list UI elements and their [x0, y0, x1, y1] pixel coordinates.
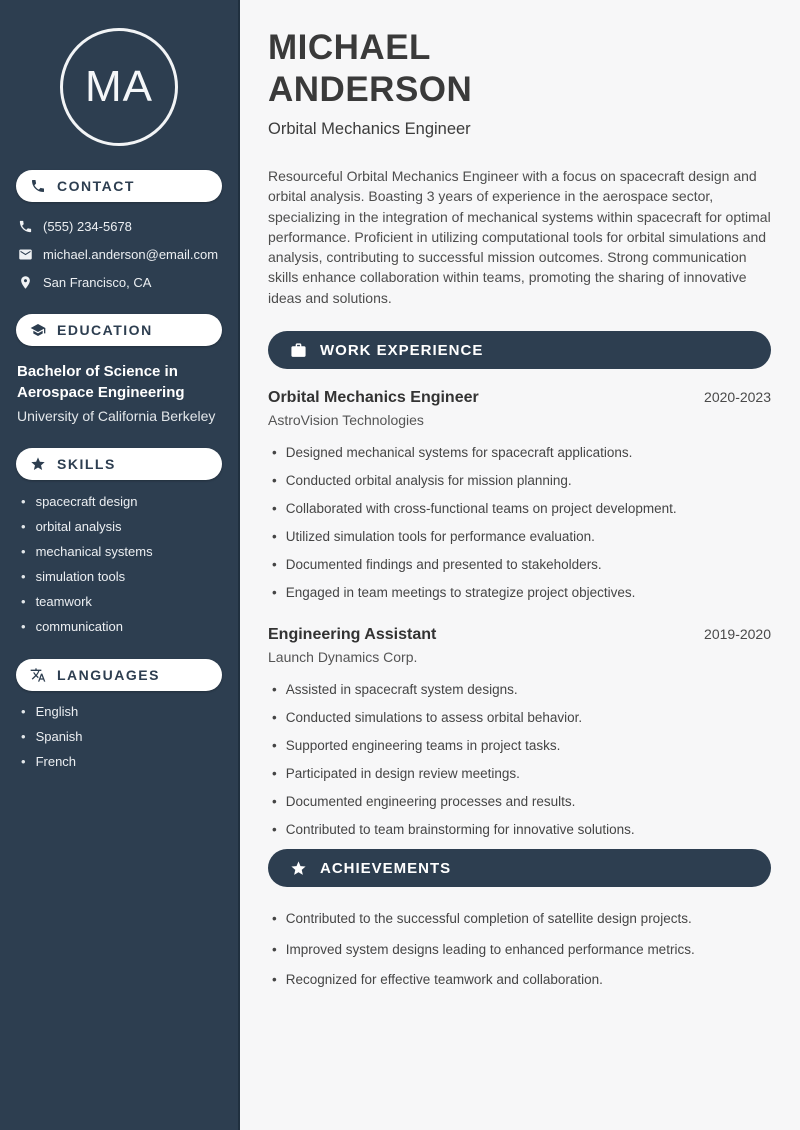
job-company: AstroVision Technologies [268, 412, 424, 429]
contact-list [16, 219, 222, 290]
job-header [268, 626, 771, 644]
job-bullet-text: • Assisted in spacecraft system designs. [285, 681, 518, 697]
phone-icon [30, 178, 46, 194]
education-school: University of California Berkeley [17, 407, 216, 424]
skill-item [21, 545, 222, 560]
job-title: Orbital Mechanics Engineer [268, 389, 479, 407]
candidate-name [268, 27, 771, 111]
education-entry [16, 361, 222, 426]
achievement-text: • Recognized for effective teamwork and collaboration. [285, 972, 603, 988]
achievement-text: • Contributed to the successful completion of satellite design projects. [285, 911, 692, 927]
summary-paragraph: Resourceful Orbital Mechanics Engineer with a focus on spacecraft design and orbital analysis. Boasting 3 years of experience in the aerospace sector, specializing in the integration of mechanical systems within spacecraft for optimal performance. Proficient in utilizing computational tools for orbital simulations and analysis, contributing to successful mission outcomes. Strong communication skills enhance collaboration within teams, promoting the sharing of innovative ideas and solutions. [268, 168, 771, 306]
skill-item [21, 570, 222, 585]
contact-email-value: michael.anderson@email.com [43, 247, 219, 262]
job-bullet-text: • Conducted orbital analysis for mission planning. [285, 473, 572, 489]
job-bullet-list [268, 444, 771, 602]
job-bullet-text: • Participated in design review meetings. [285, 766, 520, 781]
job-bullet-text: • Collaborated with cross-functional teams on project development. [285, 501, 677, 517]
job-bullet [272, 584, 771, 602]
achievement-item [272, 971, 771, 989]
skills-section-title: SKILLS [57, 456, 116, 473]
briefcase-icon [290, 342, 307, 359]
job-bullet [272, 472, 771, 490]
job-bullet [272, 793, 771, 811]
avatar [60, 28, 178, 146]
job-header [268, 389, 771, 407]
skill-label: • teamwork [35, 594, 92, 610]
language-label: • French [35, 753, 77, 769]
skill-item [21, 620, 222, 635]
education-section-title: EDUCATION [57, 322, 153, 338]
job-bullet [272, 528, 771, 546]
job-bullet-text: • Designed mechanical systems for spacecraft applications. [285, 445, 633, 461]
contact-item-phone [18, 219, 222, 234]
languages-section-header [16, 659, 222, 691]
job-company: Launch Dynamics Corp. [268, 648, 418, 665]
job-entry [268, 389, 771, 602]
language-label: • Spanish [35, 729, 83, 745]
contact-item-location [18, 275, 222, 290]
job-bullet-text: • Utilized simulation tools for performance evaluation. [285, 529, 595, 545]
language-item [21, 705, 222, 720]
work-experience-section-title: WORK EXPERIENCE [320, 341, 484, 359]
job-title: Engineering Assistant [268, 625, 437, 643]
translate-icon [30, 667, 46, 683]
candidate-job-title: Orbital Mechanics Engineer [268, 120, 471, 138]
skills-list [16, 495, 222, 635]
skill-item [21, 520, 222, 535]
graduation-cap-icon [30, 322, 46, 338]
skill-label: • spacecraft design [35, 494, 138, 510]
skill-label: • simulation tools [35, 569, 126, 585]
job-bullet-list [268, 681, 771, 839]
contact-item-email [18, 247, 222, 262]
job-bullet [272, 737, 771, 755]
job-dates: 2019-2020 [704, 625, 771, 642]
job-bullet [272, 556, 771, 574]
language-item [21, 755, 222, 770]
star-icon [290, 860, 307, 877]
education-section-header [16, 314, 222, 346]
language-label: • English [35, 704, 79, 720]
job-bullet-text: • Documented findings and presented to stakeholders. [285, 557, 602, 573]
contact-location-value: San Francisco, CA [43, 275, 152, 290]
achievements-section-header [268, 849, 771, 887]
sidebar [0, 0, 240, 1130]
achievement-item [272, 910, 771, 928]
main-content [240, 0, 800, 1130]
job-bullet [272, 681, 771, 699]
location-icon [18, 275, 33, 290]
job-bullet [272, 821, 771, 839]
contact-phone-value: (555) 234-5678 [43, 219, 132, 234]
job-bullet [272, 709, 771, 727]
phone-icon [18, 219, 33, 234]
achievements-list [268, 910, 771, 989]
achievements-section-title: ACHIEVEMENTS [320, 859, 452, 877]
languages-list [16, 705, 222, 770]
job-bullet-text: • Supported engineering teams in project tasks. [285, 737, 561, 753]
skill-item [21, 595, 222, 610]
contact-section-header [16, 170, 222, 202]
star-icon [30, 456, 46, 472]
skill-label: • mechanical systems [35, 544, 153, 560]
job-bullet [272, 500, 771, 518]
languages-section-title: LANGUAGES [57, 667, 160, 684]
skill-label: • orbital analysis [35, 519, 122, 535]
avatar-initials: MA [85, 62, 153, 111]
language-item [21, 730, 222, 745]
skill-label: • communication [35, 619, 123, 635]
job-bullet [272, 765, 771, 783]
achievement-text: • Improved system designs leading to enhanced performance metrics. [285, 941, 695, 957]
last-name: ANDERSON [268, 70, 473, 109]
skills-section-header [16, 448, 222, 480]
job-dates: 2020-2023 [704, 389, 771, 406]
achievement-item [272, 941, 771, 959]
first-name: MICHAEL [268, 28, 431, 67]
work-experience-section-header [268, 331, 771, 369]
email-icon [18, 247, 33, 262]
job-bullet-text: • Contributed to team brainstorming for innovative solutions. [285, 822, 635, 838]
job-bullet [272, 444, 771, 462]
contact-section-title: CONTACT [57, 178, 135, 194]
job-bullet-text: • Documented engineering processes and results. [285, 794, 576, 810]
job-entry [268, 626, 771, 839]
job-bullet-text: • Engaged in team meetings to strategize project objectives. [285, 585, 636, 601]
skill-item [21, 495, 222, 510]
job-bullet-text: • Conducted simulations to assess orbital behavior. [285, 709, 583, 725]
education-degree: Bachelor of Science in Aerospace Engineering [17, 363, 185, 402]
